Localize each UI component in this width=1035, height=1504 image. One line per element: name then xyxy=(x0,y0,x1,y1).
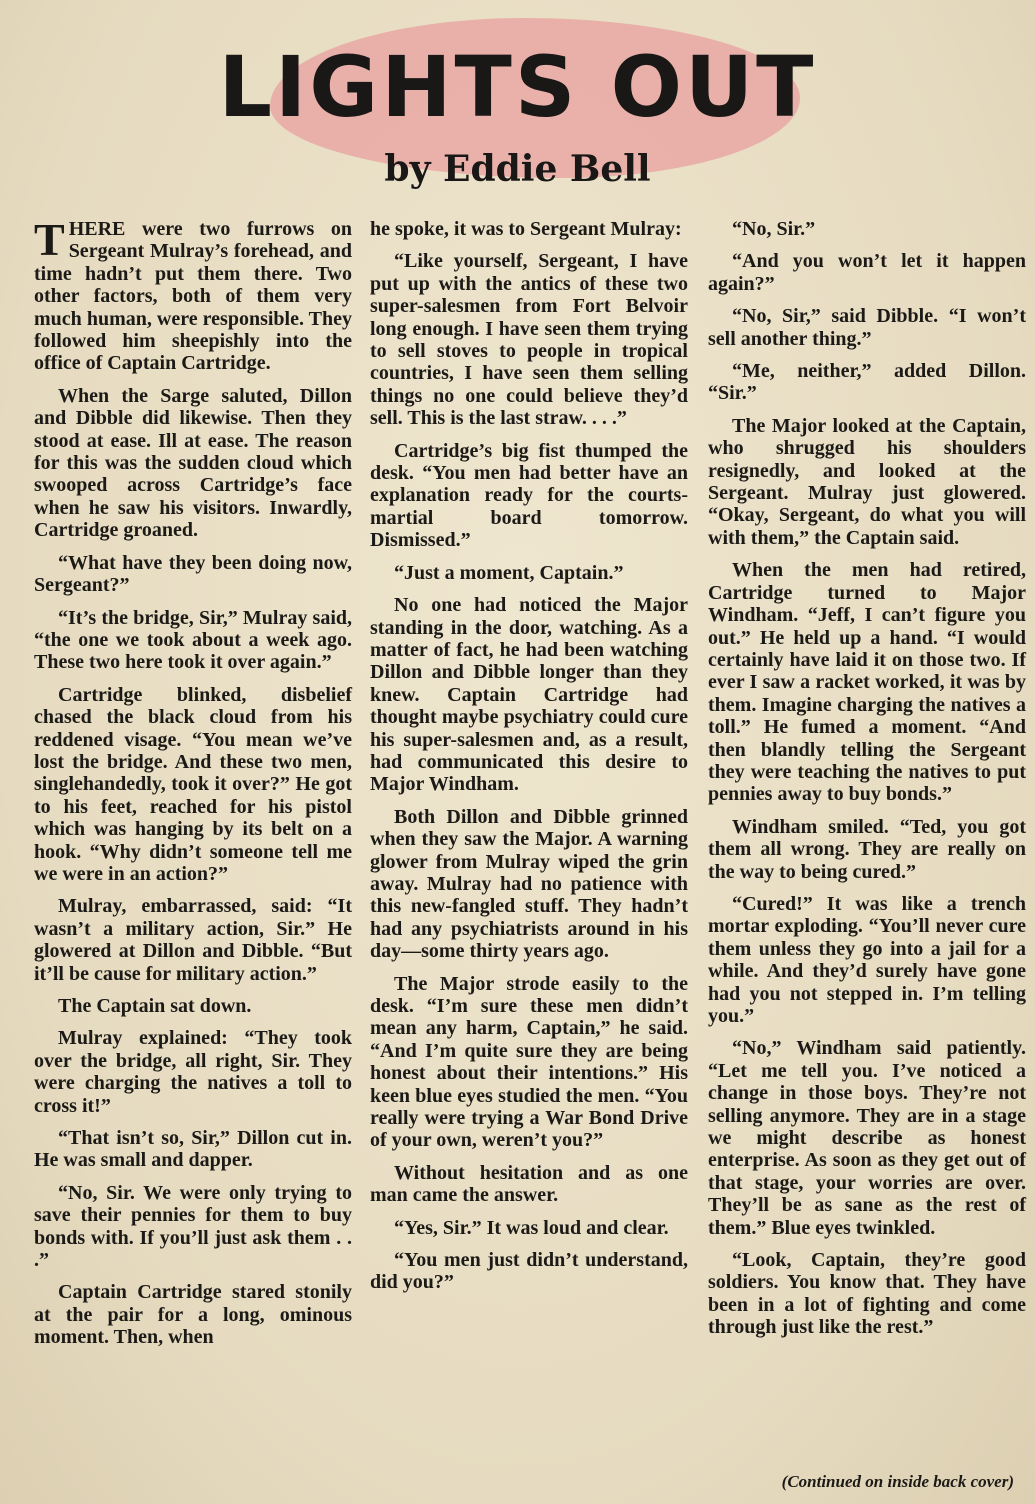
paragraph: “What have they been doing now, Sergeant?” xyxy=(34,551,352,597)
paragraph: “Look, Captain, they’re good soldiers. You know that. They have been in a lot of fighting and come through just like the rest.” xyxy=(708,1249,1026,1339)
paragraph: The Major looked at the Captain, who shrugged his shoulders resignedly, and looked at the Sergeant. Mulray just glowered. “Okay, Sergeant, do what you will with them,” the Captain said. xyxy=(708,414,1026,549)
paragraph: “You men just didn’t understand, did you?” xyxy=(370,1249,688,1294)
paragraph xyxy=(34,214,352,375)
paragraph: “No, Sir. We were only trying to save their pennies for them to buy bonds with. If you’ll just ask them . . .” xyxy=(34,1181,352,1272)
paragraph: “Cured!” It was like a trench mortar exploding. “You’ll never cure them unless they go into a jail for a while. And they’d surely have gone had you not stepped in. I’m telling you.” xyxy=(708,892,1026,1027)
paragraph: Cartridge’s big fist thumped the desk. “You men had better have an explanation ready for the courts-martial board tomorrow. Dismissed.” xyxy=(370,439,688,552)
paragraph: “And you won’t let it happen again?” xyxy=(708,250,1026,295)
lead-word: HERE xyxy=(68,218,126,240)
paragraph: No one had noticed the Major standing in the door, watching. As a matter of fact, he had been watching Dillon and Dibble longer than they knew. Captain Cartridge had thought maybe psychiatry could cure his super-salesmen and, as a result, had communicated this desire to Major Windham. xyxy=(370,594,688,796)
paragraph: “No, Sir,” said Dibble. “I won’t sell another thing.” xyxy=(708,305,1026,350)
paragraph: The Major strode easily to the desk. “I’m sure these men didn’t mean any harm, Captain,” he said. “And I’m quite sure they are being honest about their intentions.” His keen blue eyes studied the men. “You really were trying a War Bond Drive of your own, weren’t you?” xyxy=(370,972,688,1152)
article-body xyxy=(34,214,1026,1468)
paragraph: When the Sarge saluted, Dillon and Dibble did likewise. Then they stood at ease. Ill at ease. The reason for this was the sudden cloud which swooped across Cartridge’s face when he saw his visitors. Inwardly, Cartridge groaned. xyxy=(34,384,352,542)
paragraph: When the men had retired, Cartridge turned to Major Windham. “Jeff, I can’t figure you out.” He held up a hand. “I would certainly have laid it on those two. If ever I saw a racket worked, it was by them. Imagine charging the natives a toll.” He fumed a moment. “And then blandly telling the Sergeant they were teaching the natives to put pennies away to buy bonds.” xyxy=(708,559,1026,806)
story-byline: by Eddie Bell xyxy=(384,148,651,190)
column-1 xyxy=(34,214,352,1359)
story-title: LIGHTS OUT xyxy=(218,38,817,136)
paragraph: Without hesitation and as one man came the answer. xyxy=(370,1161,688,1207)
drop-cap: T xyxy=(34,214,65,265)
paragraph: “No, Sir.” xyxy=(732,218,816,240)
paragraph: he spoke, it was to Sergeant Mulray: xyxy=(370,218,682,240)
paragraph: Mulray explained: “They took over the bridge, all right, Sir. They were charging the natives a toll to cross it!” xyxy=(34,1027,352,1117)
continued-notice: (Continued on inside back cover) xyxy=(781,1472,1014,1491)
paragraph: “Yes, Sir.” It was loud and clear. xyxy=(394,1216,669,1239)
paragraph: Cartridge blinked, disbelief chased the black cloud from his reddened visage. “You mean we’ve lost the bridge. And these two men, singlehandedly, took it over?” He got to his feet, reached for his pistol which was hanging by its belt on a hook. “Why didn’t someone tell me we were in an action?” xyxy=(34,683,352,885)
column-2 xyxy=(370,218,688,1304)
paragraph: Captain Cartridge stared stonily at the pair for a long, ominous moment. Then, when xyxy=(34,1281,352,1349)
paragraph: “Me, neither,” added Dillon. “Sir.” xyxy=(708,360,1026,405)
paragraph: “Just a moment, Captain.” xyxy=(394,561,624,584)
paragraph: “That isn’t so, Sir,” Dillon cut in. He was small and dapper. xyxy=(34,1127,352,1172)
paragraph: The Captain sat down. xyxy=(58,995,252,1017)
paragraph: “Like yourself, Sergeant, I have put up with the antics of these two super-salesmen from Fort Belvoir long enough. I have seen them trying to sell stoves to people in tropical countries, I have seen them selling things no one could believe they’d sell. This is the last straw. . . .” xyxy=(370,250,688,430)
paragraph: “It’s the bridge, Sir,” Mulray said, “the one we took about a week ago. These two here took it over again.” xyxy=(34,606,352,674)
paragraph-text: were two furrows on Sergeant Mulray’s forehead, and time hadn’t put them there. Two other factors, both of them very much human, were responsible. They followed him sheepishly into the office of Captain Cartridge. xyxy=(34,218,352,375)
column-3 xyxy=(708,218,1026,1349)
paragraph: “No,” Windham said patiently. “Let me tell you. I’ve noticed a change in those boys. They’re not selling anymore. They are in a stage we might describe as honest enterprise. As soon as they get out of that stage, your worries are over. They’ll be as sane as the rest of them.” Blue eyes twinkled. xyxy=(708,1037,1026,1239)
paragraph: Both Dillon and Dibble grinned when they saw the Major. A warning glower from Mulray wiped the grin away. Mulray had no patience with this new-fangled stuff. They hadn’t had any psychiatrists around in his day—some thirty years ago. xyxy=(370,805,688,963)
paragraph: Mulray, embarrassed, said: “It wasn’t a military action, Sir.” He glowered at Dillon and Dibble. “But it’ll be cause for military action.” xyxy=(34,895,352,985)
paragraph: Windham smiled. “Ted, you got them all wrong. They are really on the way to being cured.” xyxy=(708,815,1026,883)
